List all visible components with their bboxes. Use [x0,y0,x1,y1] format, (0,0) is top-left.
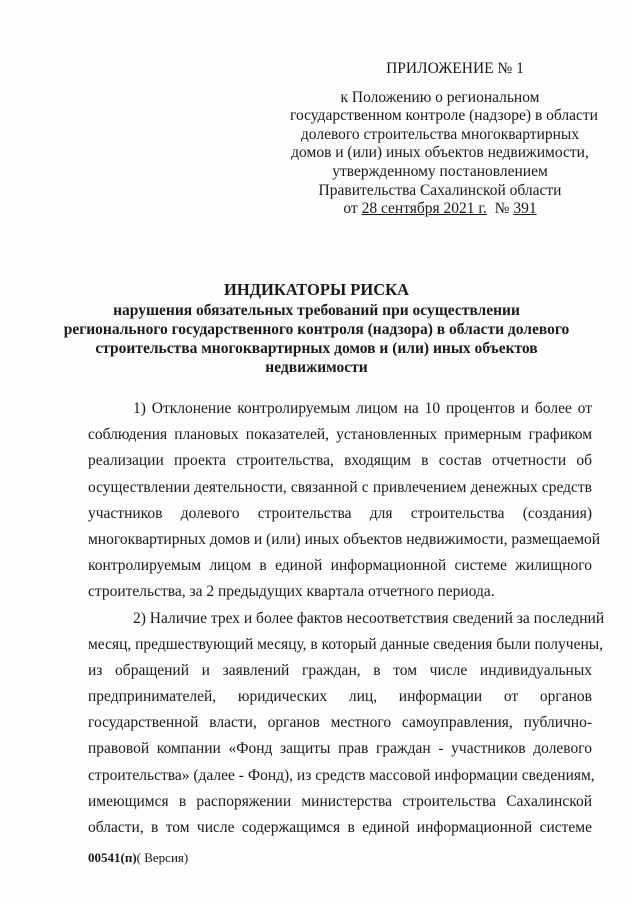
paragraph-line: многоквартирных домов и (или) иных объектов недвижимости, размещаемой [88,530,601,548]
appendix-line: домов и (или) иных объектов недвижимости, [291,144,589,162]
heading-line: нарушения обязательных требований при осуществлении [113,302,520,319]
heading-main: ИНДИКАТОРЫ РИСКА [223,280,410,299]
appendix-line: долевого строительства многоквартирных [300,125,580,143]
paragraph-line: строительства, за 2 предыдущих квартала отчетного периода. [88,583,495,601]
appendix-line: Правительства Сахалинской области [318,181,562,199]
paragraph-line: правовой компании «Фонд защиты прав граждан - участников долевого [88,740,592,758]
paragraph-line: соблюдения плановых показателей, установленных примерным графиком [88,426,592,444]
appendix-block [290,60,598,219]
heading-line: недвижимости [265,359,368,376]
paragraph-line: строительства» (далее - Фонд), из средств массовой информации сведениям, [88,766,595,784]
paragraph-line: осуществлении деятельности, связанной с привлечением денежных средств [88,478,592,496]
appendix-date-line [290,200,590,219]
heading-line: регионального государственного контроля (надзора) в области долевого [63,321,570,338]
paragraph-line: из обращений и заявлений граждан, в том числе индивидуальных [88,661,592,679]
version-label: ( Версия) [136,850,189,865]
appendix-line: к Положению о региональном [340,88,540,106]
heading-line: строительства многоквартирных домов и (или) иных объектов [95,340,538,357]
appendix-line: государственном контроле (надзоре) в области [290,107,598,125]
document-heading [60,280,573,377]
document-code: 00541(п) [88,850,137,865]
paragraph-line: государственной власти, органов местного самоуправления, публично- [88,714,592,732]
number-prefix: № [486,200,514,218]
appendix-title: ПРИЛОЖЕНИЕ № 1 [386,60,524,77]
appendix-line: утвержденному постановлением [332,162,548,180]
paragraph-line: области, в том числе содержащимся в единой информационной системе [88,819,592,836]
footer-code [88,850,188,866]
paragraph-line: реализации проекта строительства, входящим в состав отчетности об [88,452,592,470]
resolution-date: 28 сентября 2021 г. [361,200,487,218]
paragraph-line: контролируемым лицом в единой информационной системе жилищного [88,557,592,575]
paragraph-line: 2) Наличие трех и более фактов несоответствия сведений за последний [133,609,605,627]
paragraph-line: участников долевого строительства для строительства (создания) [88,504,592,522]
resolution-number: 391 [513,200,537,218]
paragraph-line: 1) Отклонение контролируемым лицом на 10 процентов и более от [133,400,592,417]
body-text [88,396,605,841]
paragraph-line: имеющимся в распоряжении министерства строительства Сахалинской [88,792,592,810]
date-prefix: от [343,200,362,218]
paragraph-line: предпринимателей, юридических лиц, информации от органов [88,688,592,706]
paragraph-line: месяц, предшествующий месяцу, в который данные сведения были получены, [88,635,604,653]
